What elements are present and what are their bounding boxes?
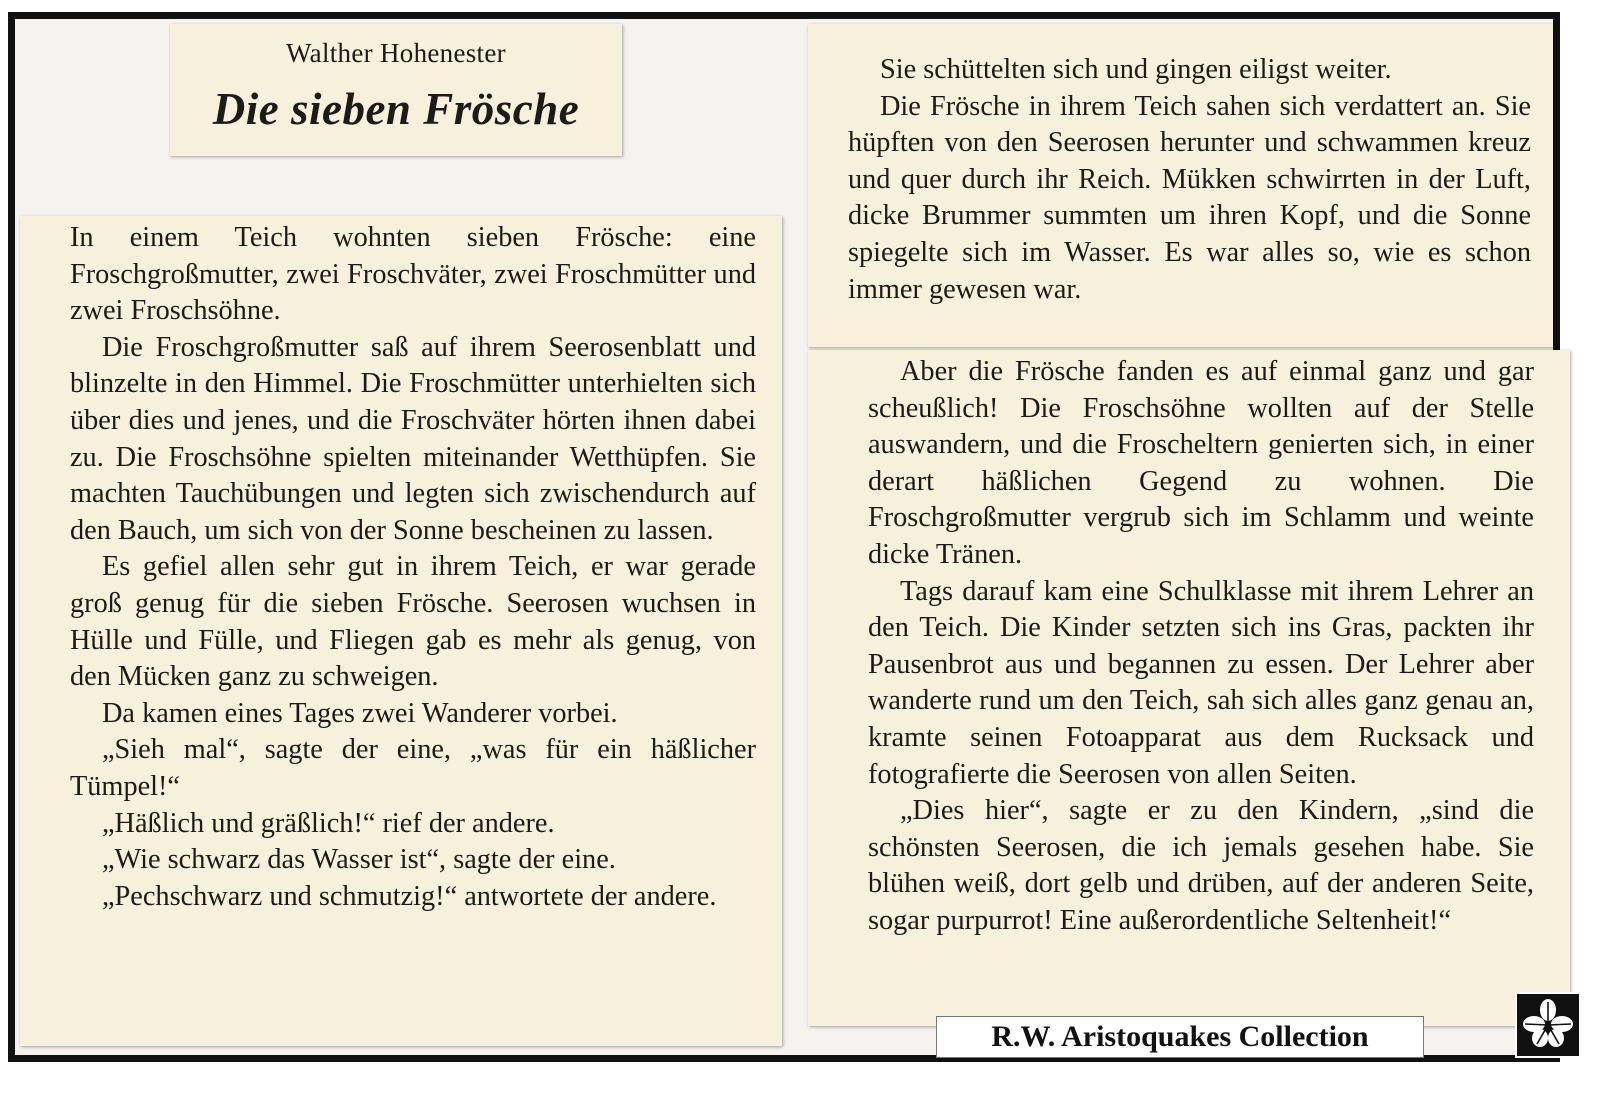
- leaf-logo-icon: [1515, 992, 1581, 1058]
- paragraph: „Wie schwarz das Wasser ist“, sagte der eine.: [102, 844, 616, 876]
- title-clipping: [170, 24, 622, 156]
- right-bottom-clipping: [808, 350, 1570, 1026]
- paragraph: Aber die Frösche fanden es auf einmal ganz und gar scheußlich! Die Froschsöhne wollten auf der Stelle auswandern, und die Froscheltern genierten sich, in einer derart häßlichen Gegend zu wohnen. Die Froschgroßmutter vergrub sich im Schlamm und weinte dicke Tränen.: [868, 356, 1534, 570]
- author-name: Walther Hohenester: [286, 38, 506, 68]
- paragraph: Da kamen eines Tages zwei Wanderer vorbei.: [102, 697, 618, 729]
- paragraph: „Pechschwarz und schmutzig!“ antwortete der andere.: [102, 880, 717, 912]
- paragraph: „Häßlich und gräßlich!“ rief der andere.: [102, 807, 555, 839]
- paragraph: In einem Teich wohnten sieben Frösche: eine Froschgroßmutter, zwei Froschväter, zwei Froschmütter und zwei Froschsöhne.: [70, 222, 756, 327]
- left-column-clipping: [20, 216, 782, 1046]
- paragraph: „Sieh mal“, sagte der eine, „was für ein häßlicher Tümpel!“: [70, 734, 756, 802]
- story-title: Die sieben Frösche: [212, 84, 580, 134]
- paragraph: Es gefiel allen sehr gut in ihrem Teich, er war gerade groß genug für die sieben Frösche. Seerosen wuchsen in Hülle und Fülle, und Fliegen gab es mehr als genug, von den Mücken ganz zu schweigen.: [70, 551, 756, 693]
- paragraph: Sie schüttelten sich und gingen eiligst weiter.: [880, 54, 1392, 85]
- collection-label: R.W. Aristoquakes Collection: [936, 1016, 1424, 1058]
- paragraph: Tags darauf kam eine Schulklasse mit ihrem Lehrer an den Teich. Die Kinder setzten sich ins Gras, packten ihr Pausenbrot aus und begannen zu essen. Der Lehrer aber wanderte rund um den Teich, sah sich alles ganz genau an, kramte seinen Fotoapparat aus dem Rucksack und fotografierte die Seerosen von allen Seiten.: [868, 575, 1534, 790]
- paragraph: Die Froschgroßmutter saß auf ihrem Seerosenblatt und blinzelte in den Himmel. Die Froschmütter unterhielten sich über dies und jenes, und die Froschväter hörten ihnen dabei zu. Die Froschsöhne spielten miteinander Wetthüpfen. Sie machten Tauchübungen und legten sich zwischendurch auf den Bauch, um sich von der Sonne bescheinen zu lassen.: [70, 331, 756, 546]
- right-top-clipping: [808, 24, 1553, 347]
- paragraph: „Dies hier“, sagte er zu den Kindern, „sind die schönsten Seerosen, die ich jemals gesehen habe. Sie blühen weiß, dort gelb und drüben, auf der anderen Seite, sogar purpurrot! Eine außerordentliche Seltenheit!“: [868, 795, 1534, 936]
- paragraph: Die Frösche in ihrem Teich sahen sich verdattert an. Sie hüpften von den Seerosen herunter und schwammen kreuz und quer durch ihr Reich. Mükken schwirrten in der Luft, dicke Brummer summten um ihren Kopf, und die Sonne spiegelte sich im Wasser. Es war alles so, wie es schon immer gewesen war.: [848, 90, 1531, 305]
